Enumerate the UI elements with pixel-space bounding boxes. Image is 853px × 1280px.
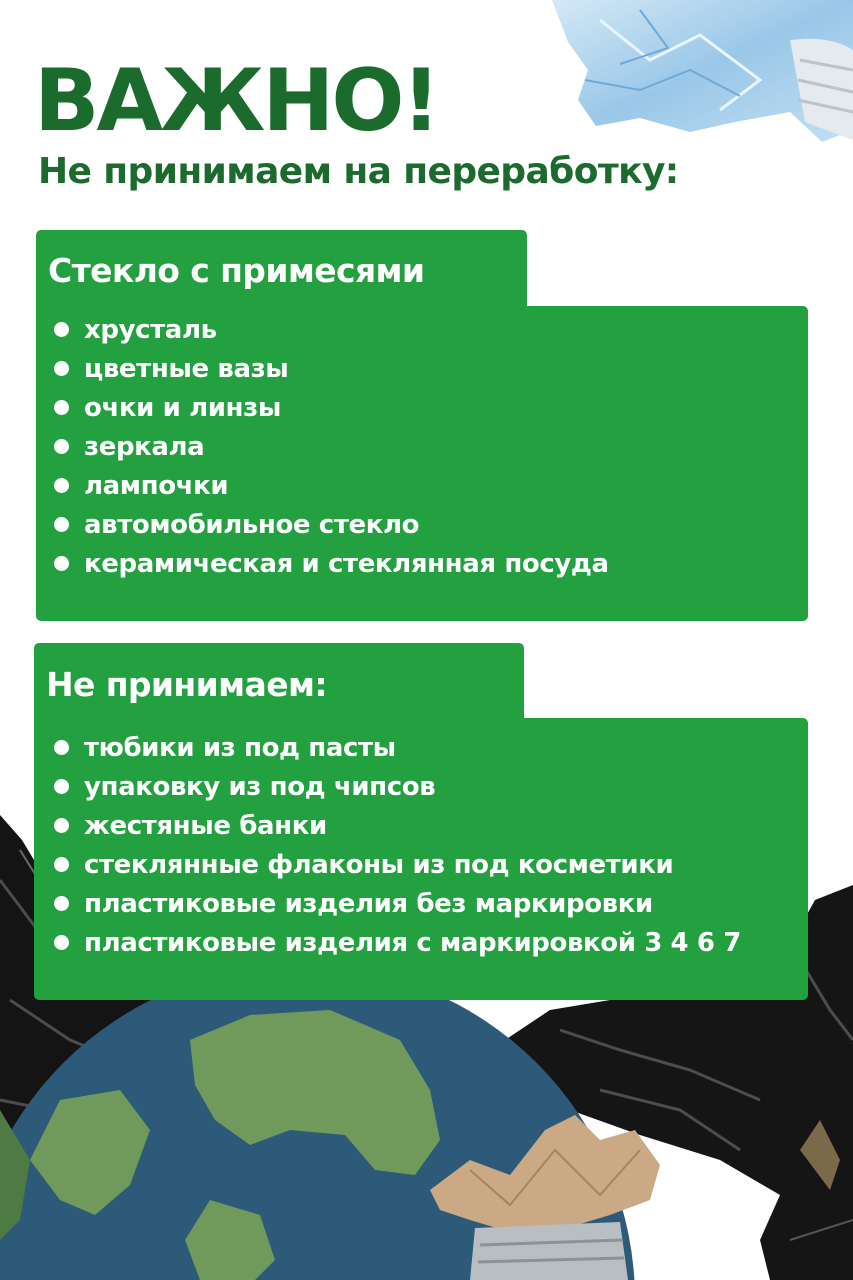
- list-item-label: пластиковые изделия с маркировкой 3 4 6 7: [84, 927, 741, 958]
- not-accepted-list: [54, 728, 741, 962]
- list-item: [54, 349, 609, 388]
- list-item-label: зеркала: [84, 431, 205, 462]
- bullet-icon: [54, 896, 69, 911]
- list-item-label: упаковку из под чипсов: [84, 771, 436, 802]
- list-item-label: автомобильное стекло: [84, 509, 420, 540]
- bullet-icon: [54, 740, 69, 755]
- bullet-icon: [54, 478, 69, 493]
- bullet-icon: [54, 818, 69, 833]
- list-item-label: лампочки: [84, 470, 229, 501]
- bullet-icon: [54, 857, 69, 872]
- list-item: [54, 845, 741, 884]
- list-item: [54, 806, 741, 845]
- list-item-label: хрусталь: [84, 314, 217, 345]
- page-subtitle: Не принимаем на переработку:: [38, 151, 679, 192]
- not-accepted-card-title: Не принимаем:: [46, 665, 327, 704]
- list-item: [54, 544, 609, 583]
- glass-list: [54, 310, 609, 583]
- list-item-label: цветные вазы: [84, 353, 289, 384]
- list-item-label: пластиковые изделия без маркировки: [84, 888, 653, 919]
- list-item-label: керамическая и стеклянная посуда: [84, 548, 609, 579]
- list-item: [54, 728, 741, 767]
- list-item: [54, 767, 741, 806]
- list-item-label: жестяные банки: [84, 810, 327, 841]
- list-item: [54, 923, 741, 962]
- bullet-icon: [54, 322, 69, 337]
- list-item-label: стеклянные флаконы из под косметики: [84, 849, 674, 880]
- bullet-icon: [54, 361, 69, 376]
- list-item: [54, 505, 609, 544]
- bullet-icon: [54, 400, 69, 415]
- bullet-icon: [54, 556, 69, 571]
- glass-card-title: Стекло с примесями: [48, 251, 425, 290]
- page-title: ВАЖНО!: [34, 51, 438, 151]
- bullet-icon: [54, 517, 69, 532]
- list-item: [54, 310, 609, 349]
- bullet-icon: [54, 935, 69, 950]
- list-item: [54, 466, 609, 505]
- list-item: [54, 388, 609, 427]
- bullet-icon: [54, 779, 69, 794]
- list-item: [54, 427, 609, 466]
- bullet-icon: [54, 439, 69, 454]
- list-item-label: тюбики из под пасты: [84, 732, 396, 763]
- list-item-label: очки и линзы: [84, 392, 281, 423]
- list-item: [54, 884, 741, 923]
